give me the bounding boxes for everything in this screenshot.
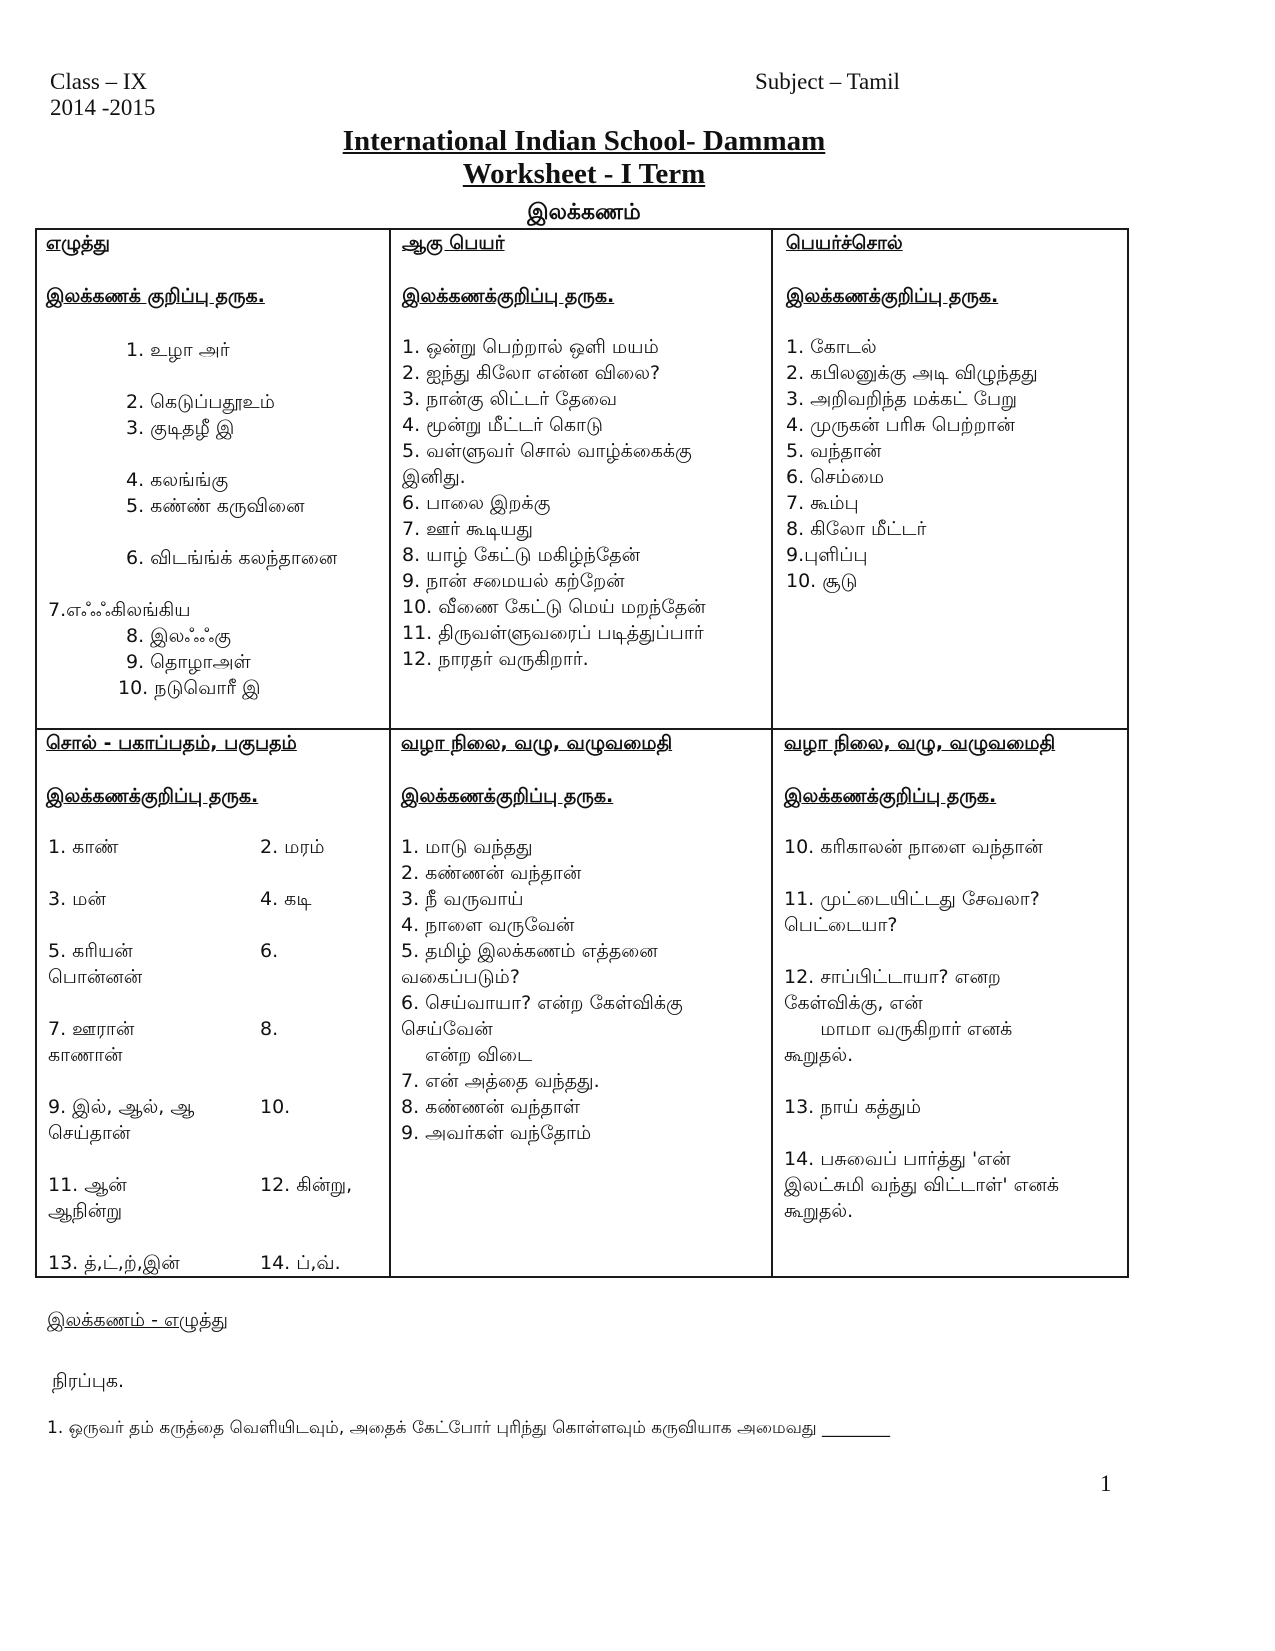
list-item: 3. அறிவறிந்த மக்கட் பேறு: [786, 388, 1018, 410]
list-item: 6. விடங்ங்க் கலந்தானை: [126, 547, 338, 569]
list-item: 8. யாழ் கேட்டு மகிழ்ந்தேன்: [402, 544, 641, 566]
list-item: 8. கிலோ மீட்டர்: [786, 518, 927, 540]
list-item: 5. கரியன் பொன்னன்: [48, 940, 143, 988]
list-item: 11. திருவள்ளுவரைப் படித்துப்பார்: [402, 622, 704, 644]
section-instruction: இலக்கணக்குறிப்பு தருக.: [402, 285, 615, 307]
list-item: 9. அவர்கள் வந்தோம்: [401, 1122, 592, 1144]
worksheet-title: Worksheet - I Term: [462, 158, 706, 190]
list-item: 2. கபிலனுக்கு அடி விழுந்தது: [786, 362, 1038, 384]
section-heading: வழா நிலை, வழு, வழுவமைதி: [401, 732, 673, 754]
list-item: 8.: [260, 1018, 279, 1040]
list-item: 2. கெடுப்பதூஉம்: [126, 391, 275, 413]
list-item: 8. கண்ணன் வந்தாள்: [401, 1096, 580, 1118]
cell-eluthu: [37, 230, 389, 728]
list-item: 9.புளிப்பு: [786, 544, 868, 566]
section-instruction: இலக்கணக்குறிப்பு தருக.: [401, 785, 614, 807]
list-item: 7. என் அத்தை வந்தது.: [401, 1070, 600, 1092]
list-item: 11. முட்டையிட்டது சேவலா? பெட்டையா?: [784, 888, 1040, 936]
list-item: 7. கூம்பு: [786, 492, 859, 514]
list-item: 4. முருகன் பரிசு பெற்றான்: [786, 414, 1015, 436]
cell-chol: [37, 730, 389, 1276]
fill-question: 1. ஒருவர் தம் கருத்தை வெளியிடவும், அதைக் கேட்போர் புரிந்து கொள்ளவும் கருவியாக அமைவது ________: [47, 1418, 891, 1438]
academic-year: 2014 -2015: [50, 95, 156, 120]
list-item: 1. கோடல்: [786, 336, 877, 358]
question-list: [401, 834, 771, 1146]
list-item: 1. காண்: [48, 836, 119, 858]
list-item: 12. நாரதர் வருகிறார்.: [402, 648, 589, 670]
list-item: 1. மாடு வந்தது: [401, 836, 533, 858]
question-list: [46, 337, 389, 701]
list-item: 4. கலங்ங்கு: [126, 469, 229, 491]
subject-label: Subject – Tamil: [755, 69, 900, 94]
list-item: 11. ஆன் ஆநின்று: [48, 1174, 127, 1222]
list-item: 10.: [260, 1096, 291, 1118]
list-item: 14. ப்,வ்.: [260, 1252, 341, 1274]
list-item: 7. ஊரான் காணான்: [48, 1018, 135, 1066]
list-item: 6. செம்மை: [786, 466, 885, 488]
fill-section-heading: இலக்கணம் - எழுத்து: [47, 1309, 228, 1331]
question-list: [402, 334, 771, 672]
list-item: 7. ஊர் கூடியது: [402, 518, 533, 540]
cell-vazhu-b: [773, 730, 1127, 1276]
topic-title: இலக்கணம்: [527, 200, 641, 225]
list-item: 5. தமிழ் இலக்கணம் எத்தனை வகைப்படும்?: [401, 940, 658, 988]
list-item: 1. ஒன்று பெற்றால் ஒளி மயம்: [402, 336, 659, 358]
list-item: 8. இலஃஃகு: [126, 625, 231, 647]
list-item: 2. ஐந்து கிலோ என்ன விலை?: [402, 362, 661, 384]
section-heading: வழா நிலை, வழு, வழுவமைதி: [784, 732, 1056, 754]
section-heading: எழுத்து: [46, 232, 110, 254]
list-item: 10. கரிகாலன் நாளை வந்தான்: [784, 836, 1043, 858]
cell-peyar-chol: [773, 230, 1127, 728]
list-item: 10. சூடு: [786, 570, 858, 592]
page-number: 1: [1100, 1471, 1112, 1496]
list-item: 6. செய்வாயா? என்ற கேள்விக்கு செய்வேன் என்ற விடை: [401, 992, 683, 1066]
list-item: 13. த்,ட்,ற்,இன்: [48, 1252, 180, 1274]
list-item: 1. உழா அர்: [126, 339, 230, 361]
list-item: 13. நாய் கத்தும்: [784, 1096, 921, 1118]
list-item: 4. கடி: [260, 888, 312, 910]
list-item: 6. பாலை இறக்கு: [402, 492, 551, 514]
section-instruction: இலக்கணக்குறிப்பு தருக.: [784, 785, 997, 807]
question-grid: [48, 834, 389, 1276]
list-item: 4. நாளை வருவேன்: [401, 914, 575, 936]
list-item: 7.எஃஃகிலங்கிய: [48, 599, 191, 621]
class-label: Class – IX: [50, 69, 148, 94]
list-item: 3. நீ வருவாய்: [401, 888, 524, 910]
list-item: 9. நான் சமையல் கற்றேன்: [402, 570, 625, 592]
list-item: 3. மன்: [48, 888, 106, 910]
question-list: [786, 334, 1127, 594]
school-name: International Indian School- Dammam: [342, 125, 826, 157]
list-item: 5. கண்ண் கருவினை: [126, 495, 305, 517]
section-instruction: இலக்கணக்குறிப்பு தருக.: [46, 785, 259, 807]
section-heading: பெயர்ச்சொல்: [786, 232, 903, 254]
list-item: 6.: [260, 940, 279, 962]
list-item: 5. வந்தான்: [786, 440, 882, 462]
grammar-table: [35, 228, 1129, 1278]
cell-aagu-peyar: [391, 230, 771, 728]
list-item: 5. வள்ளுவர் சொல் வாழ்க்கைக்கு இனிது.: [402, 440, 692, 488]
section-instruction: இலக்கணக்குறிப்பு தருக.: [786, 285, 999, 307]
cell-vazhu-a: [391, 730, 771, 1276]
list-item: 2. கண்ணன் வந்தான்: [401, 862, 582, 884]
section-instruction: இலக்கணக் குறிப்பு தருக.: [46, 285, 265, 307]
list-item: 4. மூன்று மீட்டர் கொடு: [402, 414, 603, 436]
list-item: 3. குடிதழீ இ: [126, 417, 235, 439]
fill-section-instruction: நிரப்புக.: [52, 1370, 125, 1392]
list-item: 2. மரம்: [260, 836, 325, 858]
section-heading: சொல் - பகாப்பதம், பகுபதம்: [46, 732, 297, 754]
section-heading: ஆகு பெயர்: [402, 232, 505, 254]
question-list: [784, 834, 1127, 1224]
list-item: 10. வீணை கேட்டு மெய் மறந்தேன்: [402, 596, 706, 618]
list-item: 10. நடுவொரீ இ: [118, 677, 261, 699]
list-item: 3. நான்கு லிட்டர் தேவை: [402, 388, 618, 410]
list-item: 12. சாப்பிட்டாயா? எனற கேள்விக்கு, என் மாமா வருகிறார் எனக் கூறுதல்.: [784, 966, 1013, 1066]
list-item: 9. தொழாஅள்: [126, 651, 251, 673]
list-item: 14. பசுவைப் பார்த்து 'என் இலட்சுமி வந்து விட்டாள்' எனக் கூறுதல்.: [784, 1148, 1059, 1222]
list-item: 12. கின்று,: [260, 1174, 353, 1196]
list-item: 9. இல், ஆல், ஆ செய்தான்: [48, 1096, 195, 1144]
